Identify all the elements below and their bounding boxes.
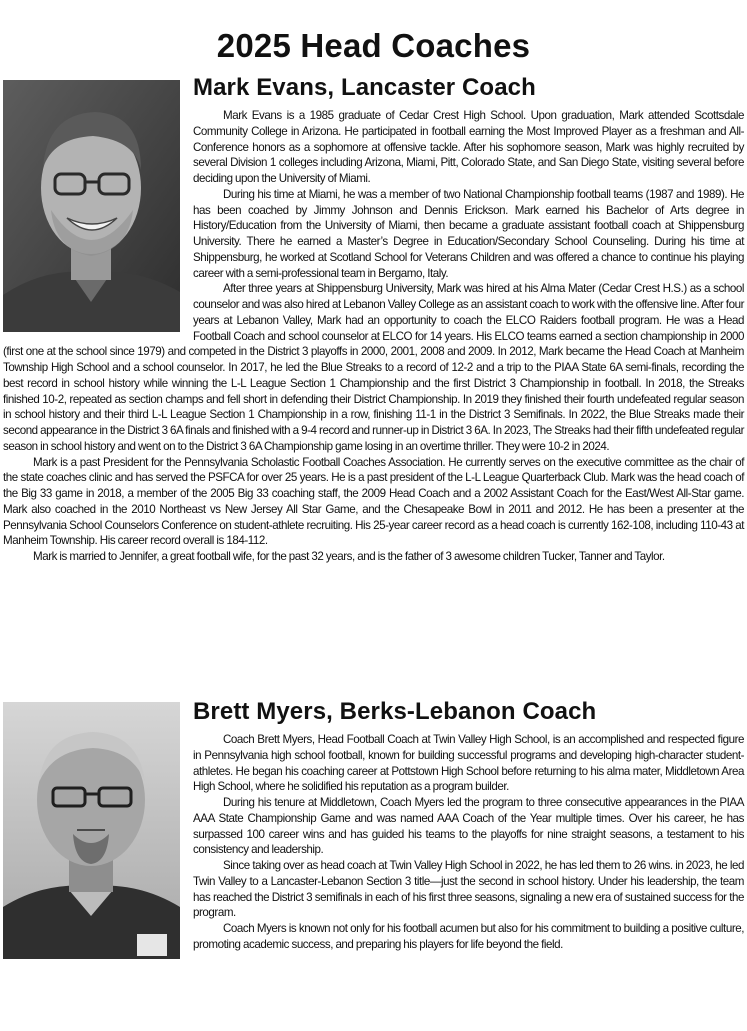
bio-paragraph: Coach Myers is known not only for his football acumen but also for his commitment to building a positive culture, promoting academic success, and preparing his players for life beyond the field. xyxy=(193,922,744,951)
coach-section-myers xyxy=(3,698,744,961)
bio-paragraph: Coach Brett Myers, Head Football Coach at Twin Valley High School, is an accomplished and respected figure in Pennsylvania high school football, known for building successful programs and developing high-character student-athletes. He began his coaching career at Pottstown High School before returning to his alma mater, Middletown Area High School, where he solidified his reputation as a program builder. xyxy=(193,733,744,794)
coach-section-evans xyxy=(3,74,744,565)
bio-paragraph: Since taking over as head coach at Twin Valley High School in 2022, he has led them to 26 wins. in 2023, he led Twin Valley to a Lancaster-Lebanon Section 3 title—just the second in school history. Under his leadership, the team has reached the District 3 semifinals in each of his first three seasons, signaling a new era of sustained success for the program. xyxy=(193,859,744,920)
bio-paragraph: During his time at Miami, he was a member of two National Championship football teams (1987 and 1989). He has been coached by Jimmy Johnson and Dennis Erickson. Mark earned his Bachelor of Arts degree in History/Education from the University of Miami, then became a graduate assistant football coach at Shippensburg University. There he earned a Master’s Degree in Education/Secondary School Counseling. During his time at Shippensburg, he worked at Scotland School for Veterans Children and was offered a chance to continue his playing career with a semi-professional team in Bergamo, Italy. xyxy=(193,187,744,280)
bio-paragraph: Mark Evans is a 1985 graduate of Cedar Crest High School. Upon graduation, Mark attended Scottsdale Community College in Arizona. He participated in football earning the Most Improved Player as a freshman and All-Conference honors as a sophomore at offensive tackle. After his sophomore season, Mark was highly recruited by several Division 1 colleges including Arizona, Miami, Pitt, Colorado State, and San Diego State, visiting several before deciding upon the University of Miami. xyxy=(193,109,744,185)
coach-photo-evans xyxy=(3,80,180,332)
bio-paragraph: Mark is a past President for the Pennsylvania Scholastic Football Coaches Association. He currently serves on the executive committee as the chair of the state coaches clinic and has served the PSFCA for over 25 years. He is a past president of the L-L League Quarterback Club. Mark was the head coach of the Big 33 game in 2018, a member of the 2005 Big 33 coaching staff, the 2009 Head Coach and a 2002 Assistant Coach for the East/West All-Star game. Mark also coached in the 2010 Northeast vs New Jersey All Star Game, and the Chesapeake Bowl in 2011 and 2012. He has been a presenter at the Pennsylvania School Counselors Conference on student-athlete recruiting. His 25-year career record as a head coach is currently 162-108, including 110-43 at Manheim Township. His career record overall is 184-112. xyxy=(3,455,744,548)
coach-name-evans: Mark Evans, Lancaster Coach xyxy=(193,74,536,101)
bio-paragraph: Mark is married to Jennifer, a great football wife, for the past 32 years, and is the father of 3 awesome children Tucker, Tanner and Taylor. xyxy=(33,550,665,563)
bio-paragraph: During his tenure at Middletown, Coach Myers led the program to three consecutive appearances in the PIAA AAA State Championship Game and was named AAA Coach of the Year multiple times. Over his career, he has surpassed 100 career wins and has guided his teams to the playoffs for nine straight seasons, a testament to his consistency and leadership. xyxy=(193,796,744,857)
bio-paragraph: After three years at Shippensburg University, Mark was hired at his Alma Mater (Cedar Crest H.S.) as a school counselor and was also hired at Lebanon Valley College as an assistant coach to work with the offensive line. After four years at Lebanon Valley, Mark had an opportunity to coach the ELCO Raiders football program. He was a Head Football Coach and school counselor at ELCO for 14 years. His ELCO teams earned a section championship in 2000 (first one at the school since 1979) and competed in the District 3 playoffs in 2000, 2001, 2008 and 2009. In 2012, Mark became the Head Coach at Manheim Township High School and a school counselor. In 2017, he led the Blue Streaks to a record of 12-2 and a trip to the PIAA State 6A semi-finals, recording the best record in school history while winning the L-L League Section 1 Championship and the first District 3 Championship in football. In 2018, the Streaks finished 10-2, repeated as section champs and fell short in defending their District Championship. In 2019 they finished their fourth undefeated regular season in school history and their third L-L League Section 1 Championship in a row, finishing 11-1 in the District 3 Semifinals. In 2022, the Blue Streaks made their second appearance in the District 3 6A finals and finished with a 9-4 record and runner-up in District 3 6A. In 2023, The Streaks had their fifth undefeated regular season in school history and went on to the District 3 6A Championship game losing in an overtime thriller. They were 10-2 in 2024. xyxy=(3,282,744,453)
coach-photo-myers xyxy=(3,702,180,959)
page-title: 2025 Head Coaches xyxy=(216,27,531,64)
coach-name-myers: Brett Myers, Berks-Lebanon Coach xyxy=(193,698,597,725)
